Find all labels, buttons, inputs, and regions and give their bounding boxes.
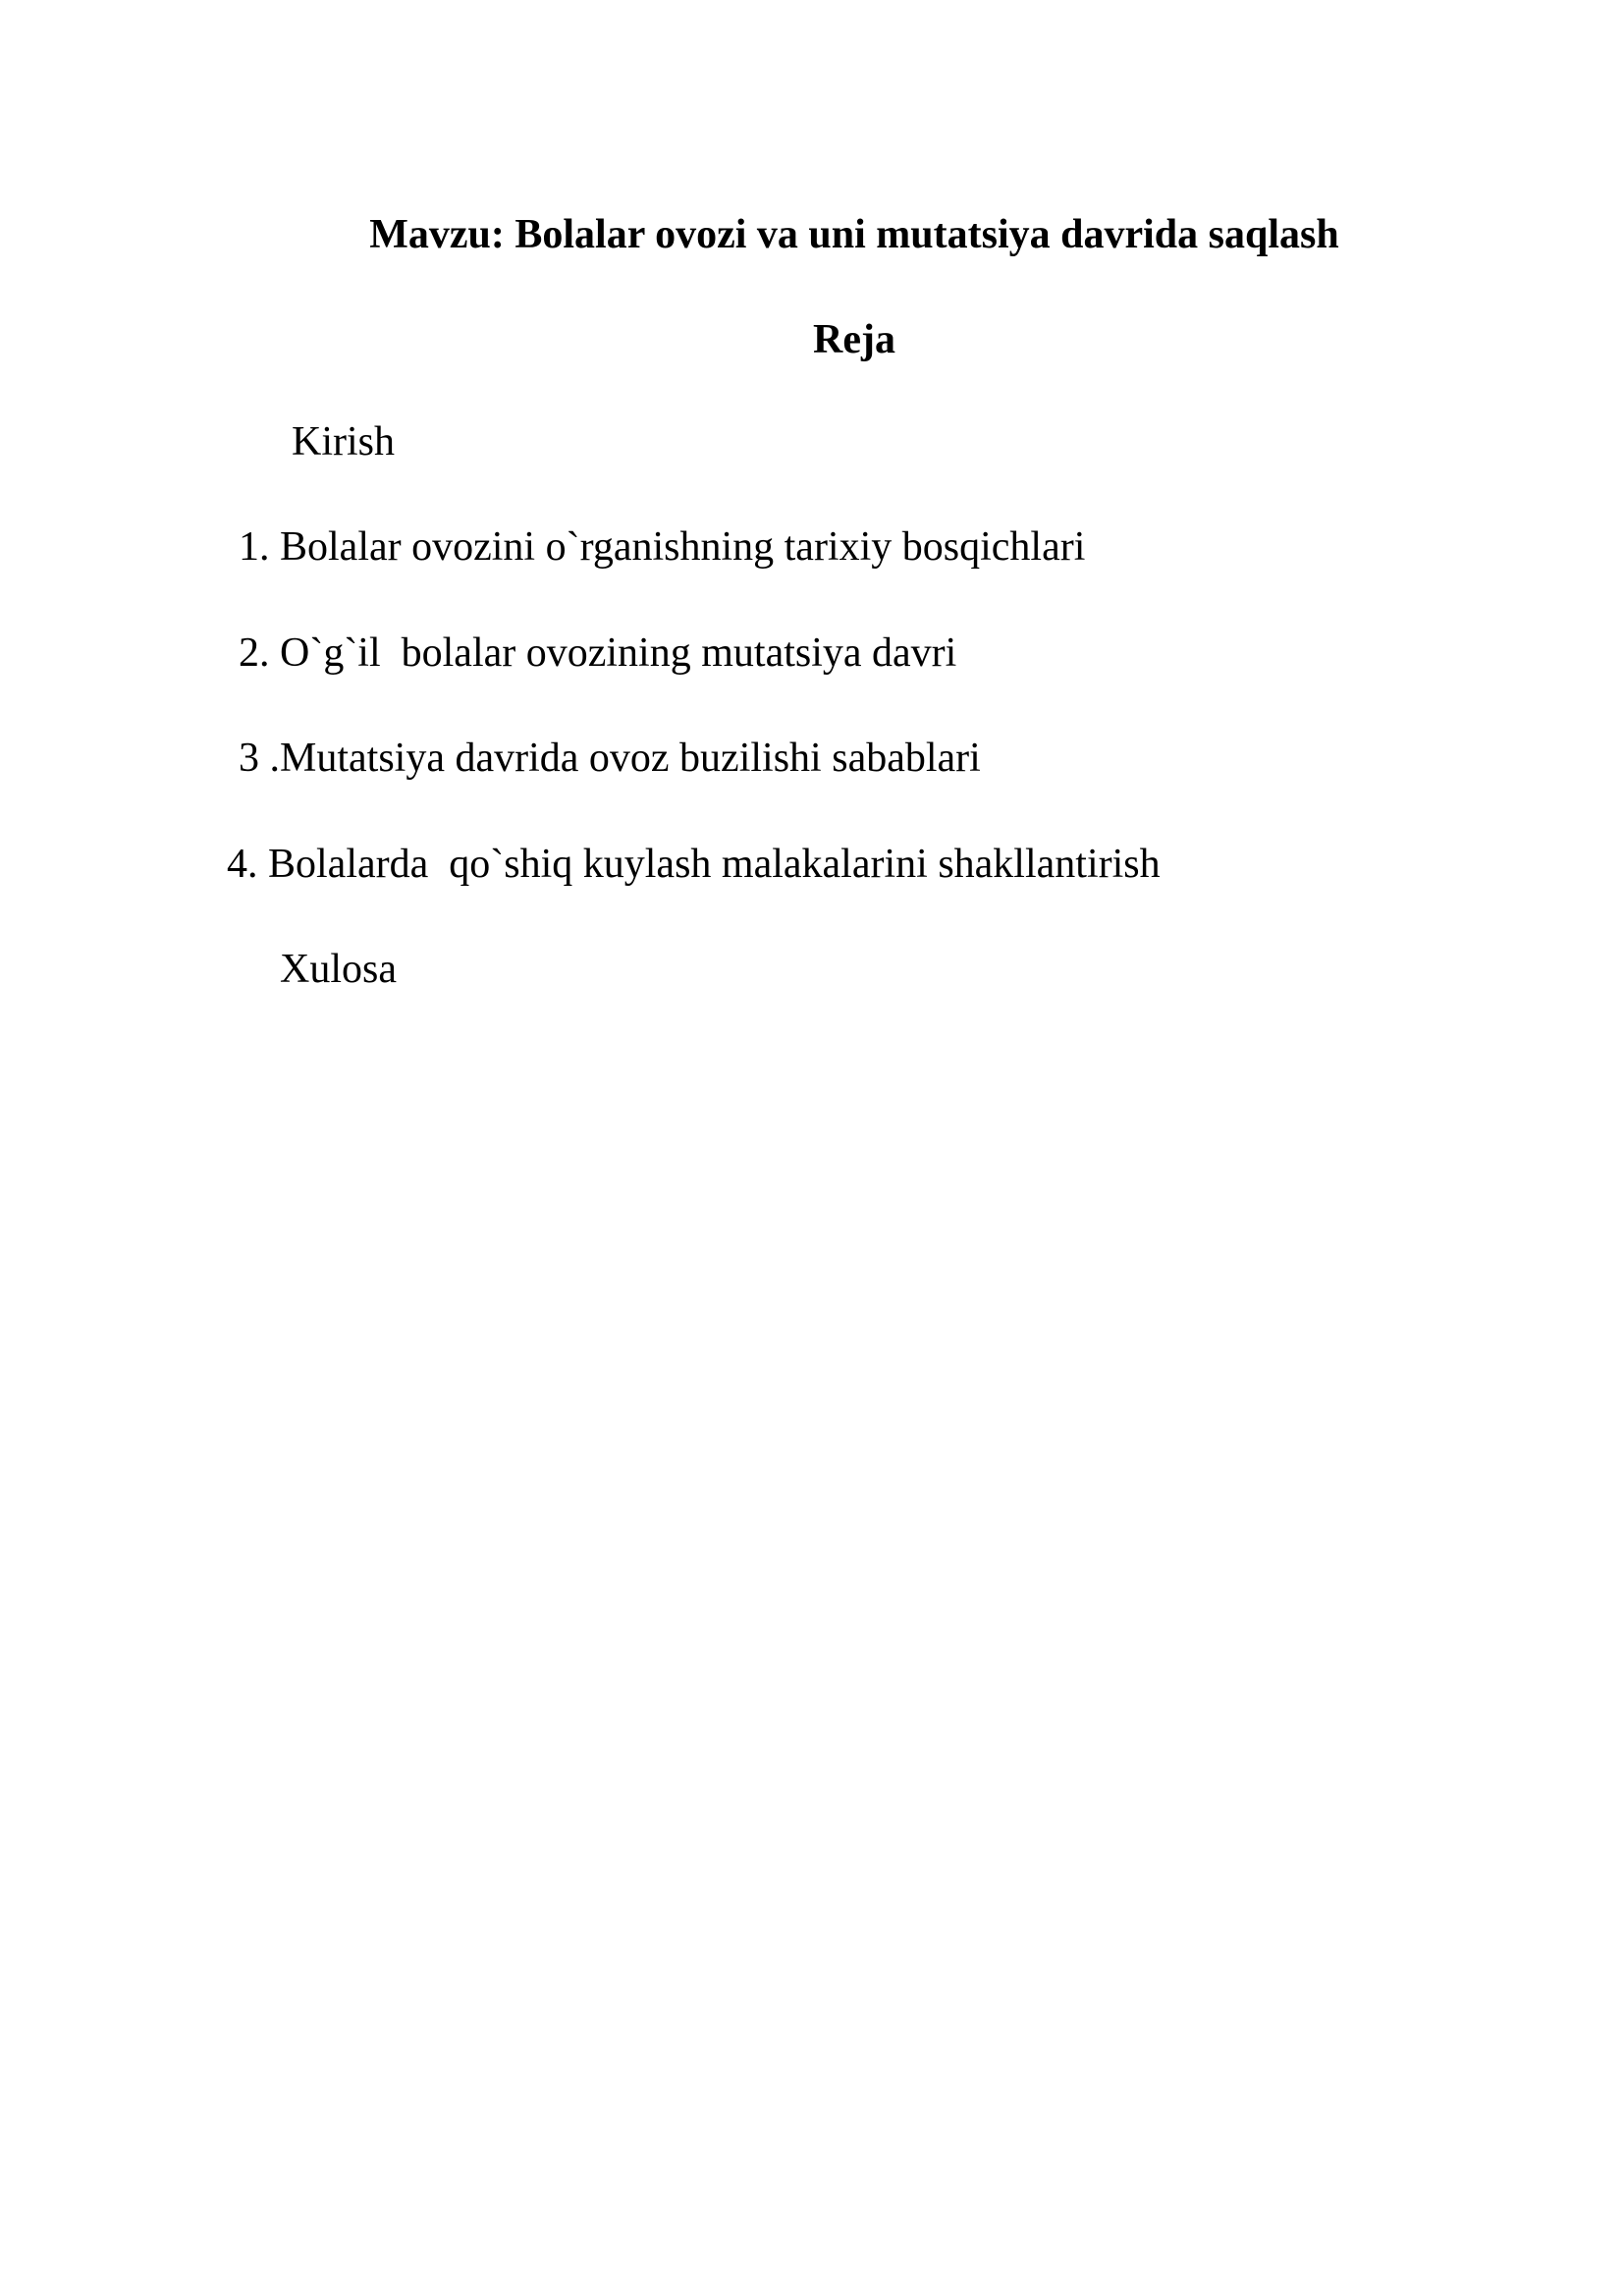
plan-item-3: 3 .Mutatsiya davrida ovoz buzilishi sabablari xyxy=(239,736,981,781)
document-title: Mavzu: Bolalar ovozi va uni mutatsiya davrida saqlash xyxy=(369,212,1339,257)
plan-heading: Reja xyxy=(813,317,895,362)
plan-item-2: 2. O`g`il bolalar ovozining mutatsiya davri xyxy=(239,630,957,676)
plan-item-introduction: Kirish xyxy=(292,419,395,465)
plan-item-1: 1. Bolalar ovozini o`rganishning tarixiy bosqichlari xyxy=(239,524,1086,570)
plan-item-conclusion: Xulosa xyxy=(280,947,397,992)
plan-item-4: 4. Bolalarda qo`shiq kuylash malakalarini shakllantirish xyxy=(227,842,1161,887)
